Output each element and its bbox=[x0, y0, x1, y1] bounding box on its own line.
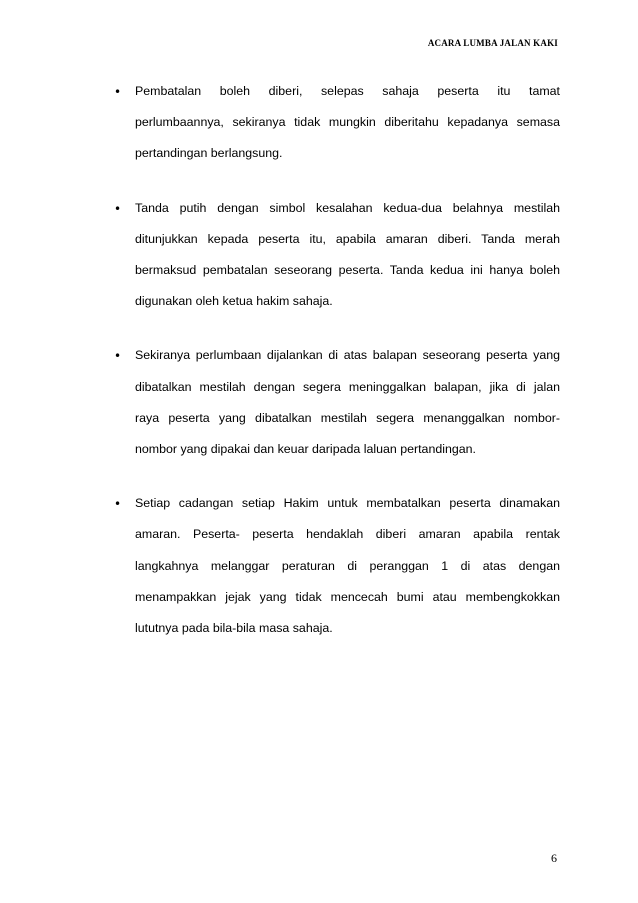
text-line: langkahnya melanggar peraturan di peranggan 1 di atas dengan bbox=[135, 558, 560, 573]
page-number: 6 bbox=[551, 851, 557, 865]
text-line: Setiap cadangan setiap Hakim untuk membatalkan peserta dinamakan bbox=[135, 496, 560, 511]
bullet-icon: • bbox=[114, 497, 122, 512]
text-line: menampakkan jejak yang tidak mencecah bumi atau membengkokkan bbox=[135, 589, 560, 604]
document-body bbox=[114, 76, 560, 667]
bullet-text bbox=[135, 340, 560, 465]
bullet-icon: • bbox=[114, 349, 122, 364]
running-header: ACARA LUMBA JALAN KAKI bbox=[427, 38, 558, 48]
bullet-item bbox=[114, 193, 560, 318]
bullet-item bbox=[114, 488, 560, 644]
bullet-item bbox=[114, 76, 560, 170]
text-line: pertandingan berlangsung. bbox=[135, 146, 283, 161]
text-line: lututnya pada bila-bila masa sahaja. bbox=[135, 621, 333, 636]
bullet-icon: • bbox=[114, 201, 122, 216]
bullet-text bbox=[135, 193, 560, 318]
bullet-icon: • bbox=[114, 85, 122, 99]
text-line: dibatalkan mestilah dengan segera meninggalkan balapan, jika di jalan bbox=[135, 379, 560, 394]
text-line: amaran. Peserta- peserta hendaklah diberi amaran apabila rentak bbox=[135, 527, 560, 542]
bullet-text bbox=[135, 76, 560, 170]
text-line: Tanda putih dengan simbol kesalahan kedua-dua belahnya mestilah bbox=[135, 200, 560, 215]
text-line: perlumbaannya, sekiranya tidak mungkin diberitahu kepadanya semasa bbox=[135, 115, 560, 130]
text-line: ditunjukkan kepada peserta itu, apabila amaran diberi. Tanda merah bbox=[135, 231, 560, 246]
bullet-item bbox=[114, 340, 560, 465]
text-line: Pembatalan boleh diberi, selepas sahaja peserta itu tamat bbox=[135, 84, 560, 98]
text-line: bermaksud pembatalan seseorang peserta. Tanda kedua ini hanya boleh bbox=[135, 263, 560, 278]
text-line: Sekiranya perlumbaan dijalankan di atas balapan seseorang peserta yang bbox=[135, 348, 560, 363]
text-line: digunakan oleh ketua hakim sahaja. bbox=[135, 294, 333, 309]
text-line: nombor yang dipakai dan keuar daripada laluan pertandingan. bbox=[135, 442, 476, 457]
text-line: raya peserta yang dibatalkan mestilah segera menanggalkan nombor- bbox=[135, 410, 560, 425]
bullet-text bbox=[135, 488, 560, 644]
